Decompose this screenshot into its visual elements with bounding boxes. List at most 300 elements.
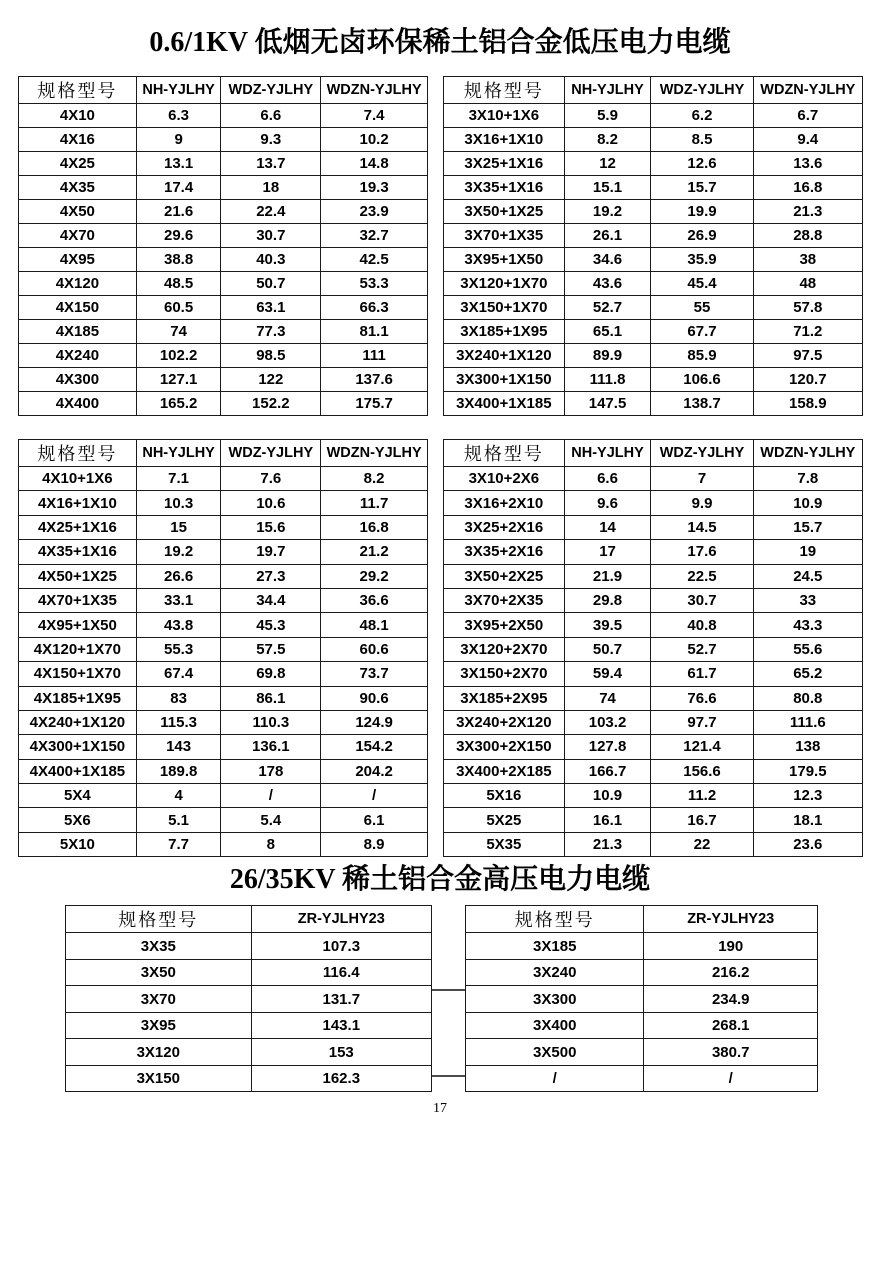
weight-cell: 189.8 [136,759,221,783]
table-row [444,467,863,491]
spec-cell: 4X35+1X16 [19,540,137,564]
weight-cell: 16.8 [753,176,862,200]
weight-cell: 12.6 [651,152,753,176]
weight-cell: 29.6 [136,224,221,248]
lv-spec-table-4core [18,76,428,416]
weight-cell: 34.6 [564,248,651,272]
spec-cell: 3X35 [66,933,252,960]
spec-cell: 3X240 [466,959,644,986]
weight-cell: 57.5 [221,637,321,661]
weight-cell: 380.7 [644,1039,818,1066]
table-row [19,808,428,832]
weight-cell: 45.4 [651,272,753,296]
weight-cell: 48 [753,272,862,296]
table-row [19,686,428,710]
spec-cell: 3X70+2X35 [444,588,565,612]
spec-cell: 4X70+1X35 [19,588,137,612]
weight-cell: 73.7 [321,662,428,686]
weight-cell: / [221,784,321,808]
weight-cell: 5.9 [564,104,651,128]
spec-cell: 4X300+1X150 [19,735,137,759]
weight-cell: 120.7 [753,368,862,392]
spec-cell: 3X95 [66,1012,252,1039]
lv-spec-table-3plus1core [443,76,863,416]
table-row [444,710,863,734]
weight-cell: 8.2 [321,467,428,491]
weight-cell: 55 [651,296,753,320]
weight-cell: 10.6 [221,491,321,515]
table-row [444,613,863,637]
table-row [466,986,818,1013]
spec-cell: / [466,1065,644,1092]
weight-cell: 27.3 [221,564,321,588]
weight-cell: 158.9 [753,392,862,416]
weight-cell: 127.8 [564,735,651,759]
table-row [444,392,863,416]
weight-cell: 179.5 [753,759,862,783]
spec-cell: 4X150+1X70 [19,662,137,686]
table-row [444,735,863,759]
table-row [444,200,863,224]
model-column-header: WDZN-YJLHY [753,77,862,104]
weight-cell: 162.3 [251,1065,431,1092]
table-row [444,588,863,612]
spec-column-header: 规格型号 [19,77,137,104]
spec-cell: 3X185+1X95 [444,320,565,344]
table-row [19,662,428,686]
header-row [19,440,428,467]
spec-cell: 3X25+1X16 [444,152,565,176]
spec-cell: 4X120+1X70 [19,637,137,661]
weight-cell: 19.3 [321,176,428,200]
weight-cell: 42.5 [321,248,428,272]
table-row [66,933,432,960]
spec-cell: 3X300+2X150 [444,735,565,759]
weight-cell: 115.3 [136,710,221,734]
low-voltage-section-title: 0.6/1KV 低烟无卤环保稀土铝合金低压电力电缆 [149,27,731,58]
weight-cell: 98.5 [221,344,321,368]
table-row [444,104,863,128]
spec-cell: 3X400 [466,1012,644,1039]
weight-cell: 5.1 [136,808,221,832]
weight-cell: 19.2 [564,200,651,224]
model-column-header: NH-YJLHY [136,77,221,104]
spec-cell: 5X16 [444,784,565,808]
high-voltage-tables-row [65,905,880,1092]
weight-cell: 10.3 [136,491,221,515]
weight-cell: 38.8 [136,248,221,272]
weight-cell: 22.5 [651,564,753,588]
spec-column-header: 规格型号 [19,440,137,467]
weight-cell: 60.5 [136,296,221,320]
weight-cell: 48.5 [136,272,221,296]
weight-cell: 23.6 [753,832,862,856]
spec-cell: 3X185+2X95 [444,686,565,710]
weight-cell: 30.7 [221,224,321,248]
header-row [19,77,428,104]
weight-cell: 40.3 [221,248,321,272]
table-row [19,491,428,515]
weight-cell: 15.7 [651,176,753,200]
table-connector-line [432,989,465,991]
table-row [466,933,818,960]
weight-cell: 55.3 [136,637,221,661]
weight-cell: / [321,784,428,808]
table-row [19,344,428,368]
weight-cell: 4 [136,784,221,808]
weight-cell: 80.8 [753,686,862,710]
weight-cell: 24.5 [753,564,862,588]
table-row [66,986,432,1013]
spec-cell: 5X4 [19,784,137,808]
table-row [444,368,863,392]
weight-cell: 50.7 [221,272,321,296]
weight-cell: 6.6 [564,467,651,491]
table-row [19,176,428,200]
weight-cell: 17 [564,540,651,564]
weight-cell: 6.6 [221,104,321,128]
weight-cell: 63.1 [221,296,321,320]
weight-cell: 19 [753,540,862,564]
weight-cell: 7 [651,467,753,491]
weight-cell: 52.7 [564,296,651,320]
table-row [19,224,428,248]
weight-cell: 14.5 [651,515,753,539]
table-row [444,272,863,296]
spec-cell: 5X25 [444,808,565,832]
weight-cell: 8 [221,832,321,856]
spec-cell: 4X300 [19,368,137,392]
table-row [444,832,863,856]
weight-cell: 175.7 [321,392,428,416]
table-row [444,491,863,515]
weight-cell: 10.9 [753,491,862,515]
weight-cell: 12.3 [753,784,862,808]
table-row [66,959,432,986]
spec-cell: 3X120+1X70 [444,272,565,296]
weight-cell: 76.6 [651,686,753,710]
weight-cell: 14.8 [321,152,428,176]
weight-cell: 121.4 [651,735,753,759]
weight-cell: 50.7 [564,637,651,661]
weight-cell: 22 [651,832,753,856]
spec-cell: 3X120+2X70 [444,637,565,661]
weight-cell: 74 [564,686,651,710]
spec-column-header: 规格型号 [444,77,565,104]
model-column-header: WDZN-YJLHY [753,440,862,467]
weight-cell: 136.1 [221,735,321,759]
weight-cell: 9 [136,128,221,152]
model-column-header: NH-YJLHY [564,77,651,104]
weight-cell: 19.2 [136,540,221,564]
weight-cell: 52.7 [651,637,753,661]
spec-cell: 4X95+1X50 [19,613,137,637]
spec-cell: 5X10 [19,832,137,856]
spec-cell: 4X240+1X120 [19,710,137,734]
table-row [19,515,428,539]
weight-cell: 13.1 [136,152,221,176]
spec-column-header: 规格型号 [66,906,252,933]
weight-cell: 9.9 [651,491,753,515]
spec-cell: 3X50+2X25 [444,564,565,588]
table-row [19,564,428,588]
table-row [444,224,863,248]
weight-cell: 43.3 [753,613,862,637]
weight-cell: 16.1 [564,808,651,832]
table-row [19,272,428,296]
weight-cell: 15.1 [564,176,651,200]
weight-cell: 116.4 [251,959,431,986]
table-row [444,662,863,686]
spec-cell: 4X120 [19,272,137,296]
lv-spec-table-3plus2core [443,439,863,857]
table-row [444,759,863,783]
table-row [19,296,428,320]
weight-cell: 22.4 [221,200,321,224]
table-row [466,1039,818,1066]
model-column-header: NH-YJLHY [136,440,221,467]
weight-cell: 97.5 [753,344,862,368]
lv-spec-table-4plus1core [18,439,428,857]
weight-cell: 67.4 [136,662,221,686]
weight-cell: 11.2 [651,784,753,808]
weight-cell: 32.7 [321,224,428,248]
weight-cell: 39.5 [564,613,651,637]
spec-cell: 4X95 [19,248,137,272]
weight-cell: 138 [753,735,862,759]
spec-cell: 4X25+1X16 [19,515,137,539]
weight-cell: 111.6 [753,710,862,734]
weight-cell: 8.5 [651,128,753,152]
weight-cell: 8.9 [321,832,428,856]
spec-cell: 4X400 [19,392,137,416]
weight-cell: 67.7 [651,320,753,344]
header-row [66,906,432,933]
weight-cell: 9.4 [753,128,862,152]
weight-cell: 21.3 [564,832,651,856]
spec-cell: 3X35+1X16 [444,176,565,200]
table-row [444,152,863,176]
weight-cell: 53.3 [321,272,428,296]
table-row [19,832,428,856]
weight-cell: 143 [136,735,221,759]
spec-cell: 3X120 [66,1039,252,1066]
weight-cell: 36.6 [321,588,428,612]
weight-cell: 8.2 [564,128,651,152]
weight-cell: 48.1 [321,613,428,637]
weight-cell: 89.9 [564,344,651,368]
weight-cell: 59.4 [564,662,651,686]
table-row [444,686,863,710]
weight-cell: 204.2 [321,759,428,783]
table-row [19,200,428,224]
weight-cell: 15 [136,515,221,539]
table-row [19,320,428,344]
spec-cell: 3X70 [66,986,252,1013]
weight-cell: 61.7 [651,662,753,686]
low-voltage-tables-row-1 [18,76,880,416]
model-column-header: ZR-YJLHY23 [251,906,431,933]
weight-cell: 38 [753,248,862,272]
weight-cell: 28.8 [753,224,862,248]
weight-cell: 15.6 [221,515,321,539]
page-number: 17 [433,1101,447,1117]
table-row [444,176,863,200]
table-row [19,588,428,612]
weight-cell: 178 [221,759,321,783]
table-row [19,637,428,661]
weight-cell: 29.8 [564,588,651,612]
weight-cell: 83 [136,686,221,710]
spec-cell: 3X300 [466,986,644,1013]
header-row [444,440,863,467]
spec-cell: 3X16+2X10 [444,491,565,515]
spec-cell: 4X240 [19,344,137,368]
spec-cell: 4X70 [19,224,137,248]
model-column-header: WDZN-YJLHY [321,440,428,467]
weight-cell: 147.5 [564,392,651,416]
table-row [466,1012,818,1039]
weight-cell: 74 [136,320,221,344]
model-column-header: WDZN-YJLHY [321,77,428,104]
weight-cell: 165.2 [136,392,221,416]
hv-spec-table-right [465,905,818,1092]
weight-cell: 85.9 [651,344,753,368]
weight-cell: 11.7 [321,491,428,515]
spec-cell: 3X95+1X50 [444,248,565,272]
weight-cell: 111 [321,344,428,368]
spec-cell: 4X150 [19,296,137,320]
spec-cell: 3X16+1X10 [444,128,565,152]
table-row [19,104,428,128]
spec-cell: 5X35 [444,832,565,856]
table-row [444,515,863,539]
table-row [66,1065,432,1092]
weight-cell: 137.6 [321,368,428,392]
spec-cell: 3X50 [66,959,252,986]
table-row [444,784,863,808]
weight-cell: 152.2 [221,392,321,416]
weight-cell: 106.6 [651,368,753,392]
table-connector-line [432,1075,465,1077]
weight-cell: 138.7 [651,392,753,416]
weight-cell: 26.6 [136,564,221,588]
weight-cell: 15.7 [753,515,862,539]
weight-cell: 6.3 [136,104,221,128]
weight-cell: 6.2 [651,104,753,128]
table-row [19,759,428,783]
table-row [66,1012,432,1039]
weight-cell: 26.1 [564,224,651,248]
weight-cell: 21.3 [753,200,862,224]
weight-cell: 86.1 [221,686,321,710]
weight-cell: 97.7 [651,710,753,734]
spec-cell: 4X50 [19,200,137,224]
spec-cell: 3X10+2X6 [444,467,565,491]
spec-cell: 4X10 [19,104,137,128]
weight-cell: 45.3 [221,613,321,637]
spec-cell: 3X70+1X35 [444,224,565,248]
weight-cell: 18 [221,176,321,200]
weight-cell: 81.1 [321,320,428,344]
weight-cell: 122 [221,368,321,392]
spec-column-header: 规格型号 [466,906,644,933]
spec-cell: 4X185+1X95 [19,686,137,710]
table-row [19,613,428,637]
weight-cell: 7.8 [753,467,862,491]
weight-cell: 6.1 [321,808,428,832]
weight-cell: 12 [564,152,651,176]
table-row [19,540,428,564]
weight-cell: 71.2 [753,320,862,344]
spec-cell: 3X150 [66,1065,252,1092]
spec-column-header: 规格型号 [444,440,565,467]
spec-cell: 3X10+1X6 [444,104,565,128]
spec-cell: 4X50+1X25 [19,564,137,588]
weight-cell: 23.9 [321,200,428,224]
weight-cell: 7.4 [321,104,428,128]
weight-cell: 18.1 [753,808,862,832]
table-row [19,710,428,734]
weight-cell: 66.3 [321,296,428,320]
spec-cell: 3X240+2X120 [444,710,565,734]
table-row [19,784,428,808]
table-row [466,959,818,986]
low-voltage-tables-row-2 [18,439,880,857]
weight-cell: 19.7 [221,540,321,564]
weight-cell: 30.7 [651,588,753,612]
weight-cell: 111.8 [564,368,651,392]
model-column-header: WDZ-YJLHY [651,77,753,104]
weight-cell: 26.9 [651,224,753,248]
spec-cell: 4X185 [19,320,137,344]
weight-cell: / [644,1065,818,1092]
weight-cell: 33.1 [136,588,221,612]
table-row [444,320,863,344]
weight-cell: 90.6 [321,686,428,710]
spec-cell: 3X150+1X70 [444,296,565,320]
weight-cell: 19.9 [651,200,753,224]
table-row [444,637,863,661]
spec-cell: 4X16+1X10 [19,491,137,515]
weight-cell: 21.2 [321,540,428,564]
weight-cell: 57.8 [753,296,862,320]
spec-cell: 4X25 [19,152,137,176]
weight-cell: 65.2 [753,662,862,686]
weight-cell: 156.6 [651,759,753,783]
table-row [19,368,428,392]
weight-cell: 102.2 [136,344,221,368]
spec-cell: 3X25+2X16 [444,515,565,539]
weight-cell: 9.6 [564,491,651,515]
table-row [19,248,428,272]
weight-cell: 17.4 [136,176,221,200]
weight-cell: 143.1 [251,1012,431,1039]
table-row [66,1039,432,1066]
spec-cell: 4X16 [19,128,137,152]
table-row [444,296,863,320]
table-row [19,467,428,491]
weight-cell: 16.7 [651,808,753,832]
weight-cell: 29.2 [321,564,428,588]
weight-cell: 9.3 [221,128,321,152]
weight-cell: 6.7 [753,104,862,128]
table-row [19,128,428,152]
weight-cell: 7.6 [221,467,321,491]
weight-cell: 17.6 [651,540,753,564]
weight-cell: 77.3 [221,320,321,344]
model-column-header: WDZ-YJLHY [221,77,321,104]
